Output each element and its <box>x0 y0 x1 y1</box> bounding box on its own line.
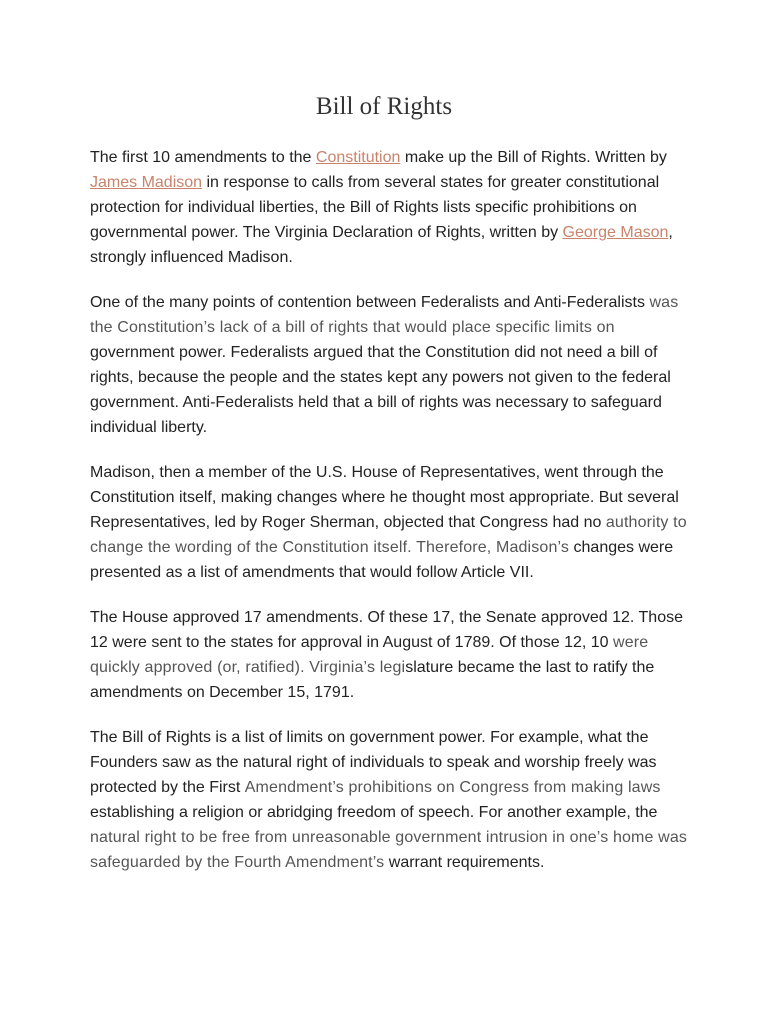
paragraph-1-text-c: in response to calls from several states for greater constitutional protection for individual liberties, the Bill of Rights lists specific prohibitions on governmental power. The Virginia Declaration of Rights, written by <box>90 174 660 241</box>
paragraph-2 <box>90 290 690 440</box>
george-mason-link[interactable]: George Mason <box>562 224 669 241</box>
paragraph-2-text-b: was the Constitution’s lack of a bill of rights that would place specific limits on <box>90 294 679 336</box>
paragraph-1-text-a: The first 10 amendments to the <box>90 149 316 166</box>
paragraph-5 <box>90 725 690 875</box>
paragraph-2-text-c: government power. Federalists argued that the Constitution did not need a bill of rights, because the people and the states kept any powers not given to the federal government. Anti-Federalists held that a bill of rights was necessary to safeguard individual liberty. <box>90 344 671 436</box>
paragraph-3-text-b: authority to change the wording of the Constitution itself. Therefore, Madison’s <box>90 514 687 556</box>
paragraph-4-text-a: The House approved 17 amendments. Of these 17, the Senate approved 12. Those 12 were sent to the states for approval in August of 1789. Of those 12, 10 <box>90 609 683 651</box>
constitution-link[interactable]: Constitution <box>315 149 401 166</box>
paragraph-1-text-d: , strongly influenced Madison. <box>90 224 673 266</box>
paragraph-1 <box>90 145 690 270</box>
paragraph-5-text-b: Amendment’s prohibitions on Congress from making laws <box>244 779 661 796</box>
paragraph-3 <box>90 460 690 585</box>
paragraph-5-text-a: The Bill of Rights is a list of limits on government power. For example, what the Founders saw as the natural right of individuals to speak and worship freely was protected by the First <box>90 729 657 796</box>
paragraph-5-text-e: warrant requirements. <box>384 854 545 871</box>
paragraph-4 <box>90 605 690 705</box>
paragraph-5-text-d: natural right to be free from unreasonable government intrusion in one’s home was safeguarded by the Fourth Amendment’s <box>90 829 688 871</box>
paragraph-3-text-c: changes were presented as a list of amendments that would follow Article VII. <box>90 539 674 581</box>
paragraph-4-text-c: slature became the last to ratify the amendments on December 15, 1791. <box>90 659 655 701</box>
paragraph-1-text-b: make up the Bill of Rights. Written by <box>400 149 667 166</box>
paragraph-4-text-b: were quickly approved (or, ratified). Virginia’s legi <box>90 634 649 676</box>
james-madison-link[interactable]: James Madison <box>90 174 203 191</box>
page-title: Bill of Rights <box>315 93 453 120</box>
document-body <box>90 145 690 895</box>
paragraph-2-text-a: One of the many points of contention between Federalists and Anti-Federalists <box>90 294 650 311</box>
paragraph-5-text-c: establishing a religion or abridging freedom of speech. For another example, the <box>90 804 658 821</box>
paragraph-3-text-a: Madison, then a member of the U.S. House of Representatives, went through the Constitution itself, making changes where he thought most appropriate. But several Representatives, led by Roger Sherman, objected that Congress had no <box>90 464 679 531</box>
